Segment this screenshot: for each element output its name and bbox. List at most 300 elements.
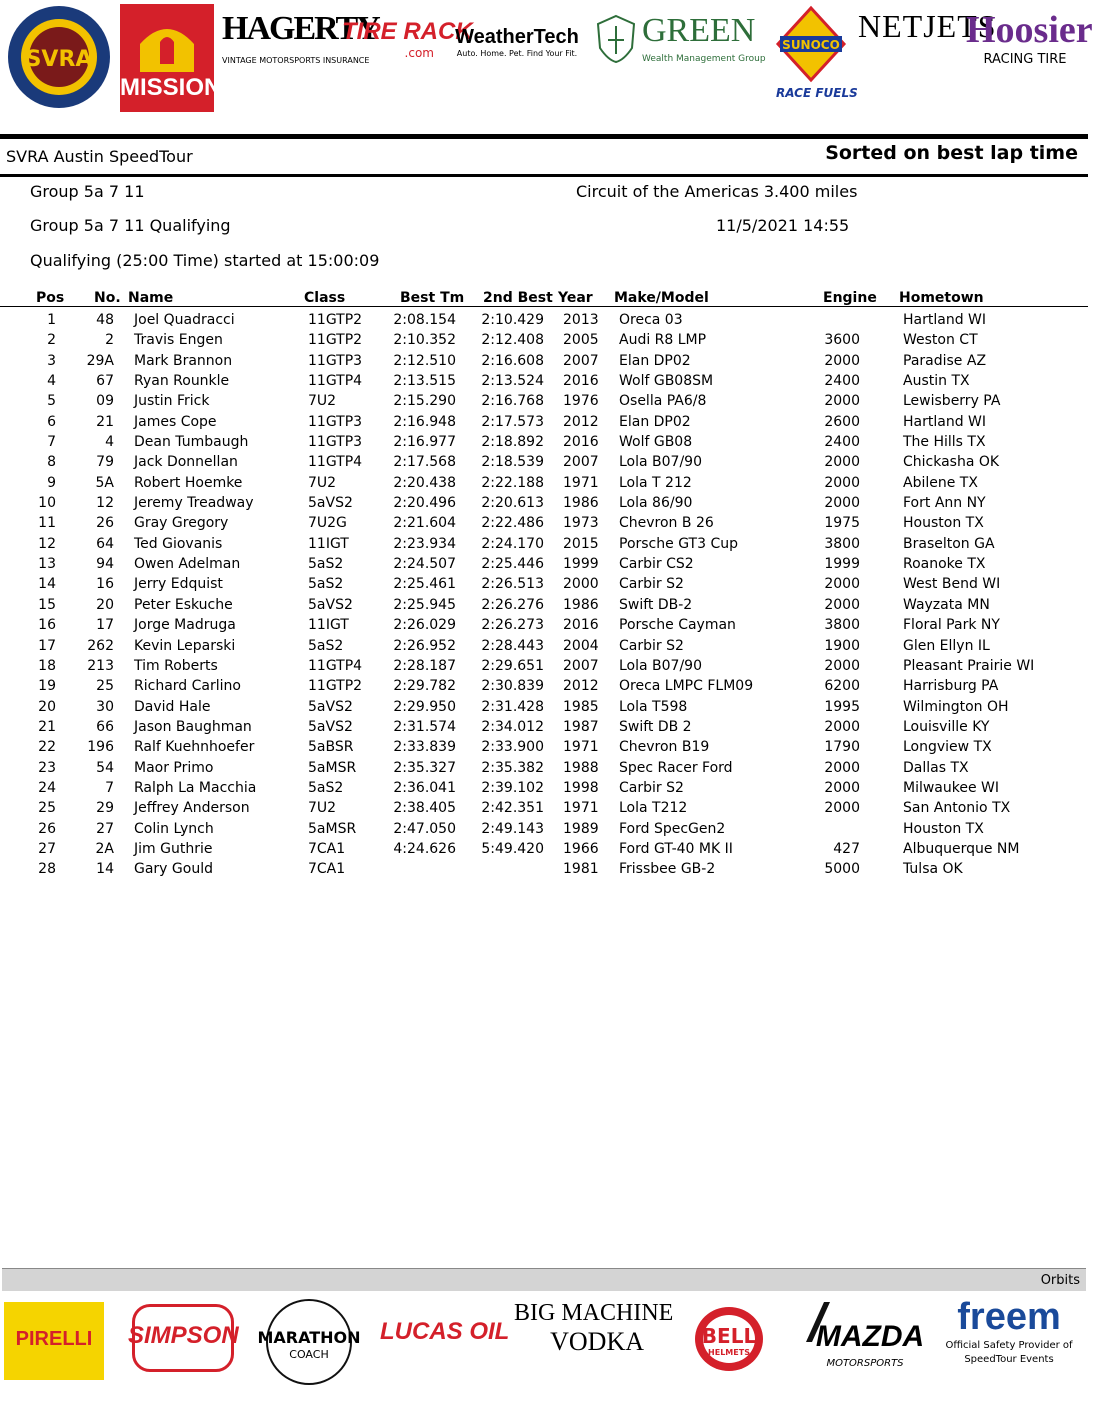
cell-name: Ralph La Macchia [134,779,257,796]
cell-engine: 2000 [824,596,860,613]
cell-year: 2007 [563,454,599,471]
mazda-logo [800,1298,930,1394]
cell-second-best: 2:42.351 [481,800,544,817]
cell-hometown: Tulsa OK [903,861,963,878]
cell-class: 11GTP4 [308,373,363,390]
cell-make-model: Lola B07/90 [619,454,702,471]
cell-name: Gary Gould [134,861,213,878]
cell-engine: 2000 [824,495,860,512]
cell-second-best: 2:18.539 [481,454,544,471]
cell-engine: 2000 [824,718,860,735]
cell-hometown: Louisville KY [903,718,990,735]
cell-best-time: 2:10.352 [393,332,456,349]
table-row [0,637,1088,657]
event-title: SVRA Austin SpeedTour [6,147,193,166]
cell-hometown: Floral Park NY [903,617,1000,634]
cell-pos: 23 [38,759,56,776]
cell-second-best: 2:16.768 [481,393,544,410]
cell-year: 2015 [563,535,599,552]
cell-make-model: Wolf GB08 [619,434,693,451]
cell-second-best: 2:12.408 [481,332,544,349]
simpson-logo-text: SIMPSON [128,1322,239,1349]
cell-hometown: Harrisburg PA [903,678,999,695]
mission-bell-icon [120,4,214,74]
cell-pos: 12 [38,535,56,552]
cell-name: Ryan Rounkle [134,373,230,390]
cell-year: 2005 [563,332,599,349]
cell-engine: 2000 [824,800,860,817]
sponsor-banner-bottom [0,1296,1088,1404]
cell-pos: 2 [47,332,56,349]
cell-best-time: 2:38.405 [393,800,456,817]
cell-no: 54 [96,759,114,776]
cell-make-model: Chevron B 26 [619,515,714,532]
cell-second-best: 2:10.429 [481,312,544,328]
results-table-header [0,288,1088,307]
cell-no: 5A [95,474,114,491]
cell-make-model: Osella PA6/8 [619,393,707,410]
table-row [0,657,1088,677]
tirerack-logo [342,18,473,108]
cell-engine: 6200 [824,678,860,695]
cell-year: 1976 [563,393,599,410]
cell-hometown: Hartland WI [903,413,987,430]
cell-no: 27 [96,820,114,837]
cell-make-model: Carbir S2 [619,637,684,654]
cell-name: Jerry Edquist [134,576,223,593]
cell-hometown: Wayzata MN [903,596,990,613]
cell-hometown: Longview TX [903,739,992,756]
table-row [0,413,1088,433]
col-best: Best Tm [400,290,465,306]
cell-make-model: Porsche GT3 Cup [619,535,738,552]
cell-best-time: 2:24.507 [393,556,456,573]
cell-class: 5aMSR [308,759,357,776]
svra-seal-icon [6,4,112,110]
table-row [0,799,1088,819]
cell-make-model: Porsche Cayman [619,617,736,634]
cell-best-time: 2:31.574 [393,718,456,735]
cell-pos: 5 [47,393,56,410]
cell-best-time: 4:24.626 [393,840,456,857]
cell-make-model: Oreca LMPC FLM09 [619,678,754,695]
pirelli-logo-text: PIRELLI [15,1328,93,1350]
cell-name: Kevin Leparski [134,637,236,654]
cell-engine: 2600 [824,413,860,430]
cell-hometown: Houston TX [903,515,984,532]
cell-second-best: 2:30.839 [481,678,544,695]
cell-no: 262 [87,637,114,654]
green-logo [596,10,766,110]
cell-year: 2012 [563,413,599,430]
col-no: No. [94,290,121,306]
cell-best-time: 2:47.050 [393,820,456,837]
green-logo-sub: Wealth Management Group [642,54,766,64]
cell-engine: 2000 [824,454,860,471]
cell-year: 1973 [563,515,599,532]
cell-class: 7U2 [308,474,337,491]
col-class: Class [304,290,346,306]
footer-brand: Orbits [1040,1273,1080,1288]
freem-logo-sub: Official Safety Provider of SpeedTour Events [945,1340,1073,1365]
cell-make-model: Lola T212 [619,800,688,817]
cell-engine: 2000 [824,657,860,674]
cell-hometown: San Antonio TX [903,800,1011,817]
cell-class: 11GTP2 [308,312,363,328]
cell-pos: 21 [38,718,56,735]
cell-name: Gray Gregory [134,515,229,532]
table-row [0,616,1088,636]
cell-best-time: 2:08.154 [393,312,456,328]
cell-class: 5aS2 [308,556,344,573]
cell-year: 1971 [563,474,599,491]
cell-year: 1971 [563,800,599,817]
cell-make-model: Carbir S2 [619,779,684,796]
marathon-logo [250,1296,368,1388]
cell-second-best: 2:20.613 [481,495,544,512]
table-row [0,352,1088,372]
mazda-logo-sub: MOTORSPORTS [826,1358,904,1369]
cell-best-time: 2:15.290 [393,393,456,410]
col-hometown: Hometown [899,290,984,306]
session-start-info: Qualifying (25:00 Time) started at 15:00:09 [30,251,380,270]
table-row [0,494,1088,514]
cell-no: 2 [105,332,114,349]
cell-make-model: Elan DP02 [619,352,691,369]
cell-engine: 1790 [824,739,860,756]
cell-best-time: 2:26.029 [393,617,456,634]
cell-pos: 1 [47,312,56,328]
bigmachine-logo-sub: VODKA [550,1327,644,1356]
cell-year: 2012 [563,678,599,695]
table-row [0,677,1088,697]
hoosier-logo-text: Hoosier [966,9,1093,51]
cell-name: Ralf Kuehnhoefer [134,739,255,756]
cell-class: 11GTP3 [308,352,363,369]
cell-pos: 16 [38,617,56,634]
netjets-logo-text: NETJETS [858,8,997,44]
cell-class: 11IGT [308,617,349,634]
cell-name: Jeremy Treadway [134,495,254,512]
freem-logo [936,1296,1082,1396]
table-row [0,575,1088,595]
cell-class: 11GTP3 [308,413,363,430]
cell-hometown: Paradise AZ [903,352,987,369]
col-second: 2nd Best [483,290,553,306]
bell-logo-sub: HELMETS [708,1348,750,1357]
cell-hometown: Dallas TX [903,759,969,776]
cell-pos: 13 [38,556,56,573]
cell-hometown: Pleasant Prairie WI [903,657,1035,674]
cell-name: Justin Frick [134,393,210,410]
cell-second-best: 2:34.012 [481,718,544,735]
cell-second-best: 2:24.170 [481,535,544,552]
cell-hometown: Fort Ann NY [903,495,986,512]
cell-no: 20 [96,596,114,613]
cell-no: 26 [96,515,114,532]
sponsor-banner-top [0,0,1093,128]
sunoco-logo-sub: RACE FUELS [776,86,858,100]
mazda-logo-text: MAZDA [815,1320,925,1353]
cell-hometown: The Hills TX [903,434,986,451]
hagerty-logo [222,10,379,110]
cell-class: 5aS2 [308,576,344,593]
cell-pos: 18 [38,657,56,674]
mission-logo-text: MISSION [120,74,222,101]
cell-name: David Hale [134,698,211,715]
cell-year: 1988 [563,759,599,776]
table-row [0,453,1088,473]
cell-pos: 24 [38,779,56,796]
cell-name: James Cope [134,413,217,430]
cell-best-time: 2:35.327 [393,759,456,776]
cell-year: 2013 [563,312,599,328]
marathon-logo-sub: COACH [289,1348,329,1361]
cell-make-model: Chevron B19 [619,739,710,756]
sunoco-logo-text: SUNOCO [782,38,840,52]
cell-best-time: 2:16.977 [393,434,456,451]
cell-hometown: Wilmington OH [903,698,1009,715]
cell-class: 7CA1 [308,840,346,857]
cell-engine: 3600 [824,332,860,349]
cell-hometown: Roanoke TX [903,556,986,573]
bigmachine-logo-text: BIG MACHINE [514,1300,674,1326]
hagerty-logo-sub: VINTAGE MOTORSPORTS INSURANCE [222,56,370,65]
cell-best-time: 2:25.461 [393,576,456,593]
cell-second-best: 2:35.382 [481,759,544,776]
circuit-label: Circuit of the Americas 3.400 miles [576,182,858,201]
cell-hometown: Lewisberry PA [903,393,1001,410]
cell-pos: 4 [47,373,56,390]
cell-second-best: 2:26.513 [481,576,544,593]
svra-logo-text: SVRA [25,47,93,72]
cell-hometown: Houston TX [903,820,984,837]
cell-engine: 2000 [824,352,860,369]
cell-engine: 2000 [824,576,860,593]
cell-name: Richard Carlino [134,678,241,695]
cell-second-best: 2:18.892 [481,434,544,451]
cell-best-time: 2:26.952 [393,637,456,654]
cell-class: 5aVS2 [308,718,353,735]
cell-no: 48 [96,312,114,328]
cell-no: 29 [96,800,114,817]
cell-no: 12 [96,495,114,512]
cell-hometown: Weston CT [903,332,978,349]
cell-class: 5aS2 [308,637,344,654]
green-shield-icon [596,14,636,64]
header-rule-top [0,134,1088,139]
cell-hometown: Hartland WI [903,312,987,328]
netjets-logo [858,8,997,108]
cell-no: 196 [87,739,114,756]
cell-make-model: Frissbee GB-2 [619,861,716,878]
cell-engine: 1900 [824,637,860,654]
sunoco-logo [776,6,858,110]
hagerty-logo-text: HAGERTY [222,10,379,47]
tirerack-logo-text: TIRE RACK [342,18,473,45]
cell-year: 2007 [563,352,599,369]
cell-name: Colin Lynch [134,820,214,837]
cell-year: 2000 [563,576,599,593]
cell-second-best: 2:33.900 [481,739,544,756]
cell-make-model: Oreca 03 [619,312,683,328]
tirerack-logo-sub: .com [404,46,434,60]
cell-second-best: 5:49.420 [481,840,544,857]
cell-class: 11GTP2 [308,678,363,695]
cell-name: Dean Tumbaugh [134,434,249,451]
session-datetime: 11/5/2021 14:55 [716,216,850,235]
cell-name: Jeffrey Anderson [134,800,250,817]
cell-pos: 10 [38,495,56,512]
cell-best-time: 2:23.934 [393,535,456,552]
cell-name: Joel Quadracci [134,312,235,328]
cell-pos: 27 [38,840,56,857]
cell-no: 66 [96,718,114,735]
table-row [0,331,1088,351]
cell-engine: 2400 [824,373,860,390]
cell-class: 11GTP4 [308,454,363,471]
cell-engine: 2000 [824,779,860,796]
cell-best-time: 2:20.496 [393,495,456,512]
cell-no: 29A [86,352,114,369]
cell-name: Robert Hoemke [134,474,243,491]
hoosier-logo [966,8,1093,110]
simpson-logo [128,1300,238,1378]
cell-name: Tim Roberts [134,657,218,674]
table-row [0,514,1088,534]
cell-class: 5aBSR [308,739,354,756]
cell-second-best: 2:26.276 [481,596,544,613]
green-logo-text: GREEN [642,12,756,49]
cell-pos: 15 [38,596,56,613]
cell-no: 2A [95,840,114,857]
cell-year: 1971 [563,739,599,756]
cell-make-model: Audi R8 LMP [619,332,707,349]
cell-make-model: Carbir CS2 [619,556,694,573]
cell-year: 2016 [563,617,599,634]
cell-no: 4 [105,434,114,451]
cell-make-model: Lola T 212 [619,474,692,491]
cell-engine: 2000 [824,474,860,491]
cell-engine: 2000 [824,759,860,776]
cell-best-time: 2:21.604 [393,515,456,532]
cell-name: Mark Brannon [134,352,233,369]
col-pos: Pos [36,290,65,306]
cell-best-time: 2:17.568 [393,454,456,471]
cell-make-model: Lola T598 [619,698,688,715]
cell-pos: 14 [38,576,56,593]
cell-year: 1966 [563,840,599,857]
cell-year: 2016 [563,434,599,451]
cell-pos: 26 [38,820,56,837]
cell-second-best: 2:49.143 [481,820,544,837]
cell-year: 1998 [563,779,599,796]
cell-make-model: Carbir S2 [619,576,684,593]
cell-hometown: Albuquerque NM [903,840,1020,857]
cell-no: 213 [87,657,114,674]
cell-name: Jim Guthrie [134,840,213,857]
cell-make-model: Wolf GB08SM [619,373,714,390]
lucasoil-logo [380,1304,510,1374]
weathertech-logo-sub: Auto. Home. Pet. Find Your Fit. [456,49,578,58]
hoosier-logo-sub: RACING TIRE [983,52,1067,67]
cell-pos: 6 [47,413,56,430]
cell-second-best: 2:22.486 [481,515,544,532]
cell-class: 5aVS2 [308,495,353,512]
cell-engine: 5000 [824,861,860,878]
cell-pos: 19 [38,678,56,695]
cell-pos: 20 [38,698,56,715]
cell-best-time: 2:33.839 [393,739,456,756]
cell-make-model: Spec Racer Ford [619,759,733,776]
col-make: Make/Model [614,290,709,306]
sort-label: Sorted on best lap time [825,142,1078,164]
cell-no: 16 [96,576,114,593]
weathertech-logo [452,26,582,96]
cell-class: 7CA1 [308,861,346,878]
table-row [0,433,1088,453]
cell-second-best: 2:22.188 [481,474,544,491]
cell-best-time: 2:12.510 [393,352,456,369]
header-rule-bottom [0,174,1088,177]
cell-engine: 427 [833,840,860,857]
cell-year: 1989 [563,820,599,837]
cell-no: 17 [96,617,114,634]
col-name: Name [128,290,174,306]
col-engine: Engine [823,290,877,306]
cell-hometown: Braselton GA [903,535,995,552]
cell-class: 11GTP4 [308,657,363,674]
cell-engine: 1999 [824,556,860,573]
cell-year: 2007 [563,657,599,674]
svra-logo [6,4,112,110]
mission-logo [120,4,222,112]
cell-hometown: Milwaukee WI [903,779,1000,796]
cell-year: 1981 [563,861,599,878]
cell-second-best: 2:39.102 [481,779,544,796]
cell-name: Jason Baughman [134,718,252,735]
cell-class: 11GTP3 [308,434,363,451]
cell-no: 21 [96,413,114,430]
cell-make-model: Swift DB-2 [619,596,693,613]
cell-pos: 9 [47,474,56,491]
cell-class: 7U2G [308,515,347,532]
cell-second-best: 2:29.651 [481,657,544,674]
cell-pos: 28 [38,861,56,878]
cell-name: Jorge Madruga [134,617,236,634]
group-label: Group 5a 7 11 [30,182,145,201]
cell-class: 5aVS2 [308,698,353,715]
pirelli-logo [4,1302,104,1380]
table-row [0,535,1088,555]
cell-no: 14 [96,861,114,878]
cell-best-time: 2:36.041 [393,779,456,796]
cell-best-time: 2:20.438 [393,474,456,491]
cell-class: 11GTP2 [308,332,363,349]
cell-year: 1987 [563,718,599,735]
cell-year: 1999 [563,556,599,573]
cell-second-best: 2:26.273 [481,617,544,634]
cell-no: 25 [96,678,114,695]
table-row [0,698,1088,718]
cell-best-time: 2:29.950 [393,698,456,715]
cell-engine: 2400 [824,434,860,451]
bell-logo [684,1304,774,1390]
cell-best-time: 2:16.948 [393,413,456,430]
table-row [0,759,1088,779]
cell-pos: 8 [47,454,56,471]
cell-engine: 3800 [824,535,860,552]
